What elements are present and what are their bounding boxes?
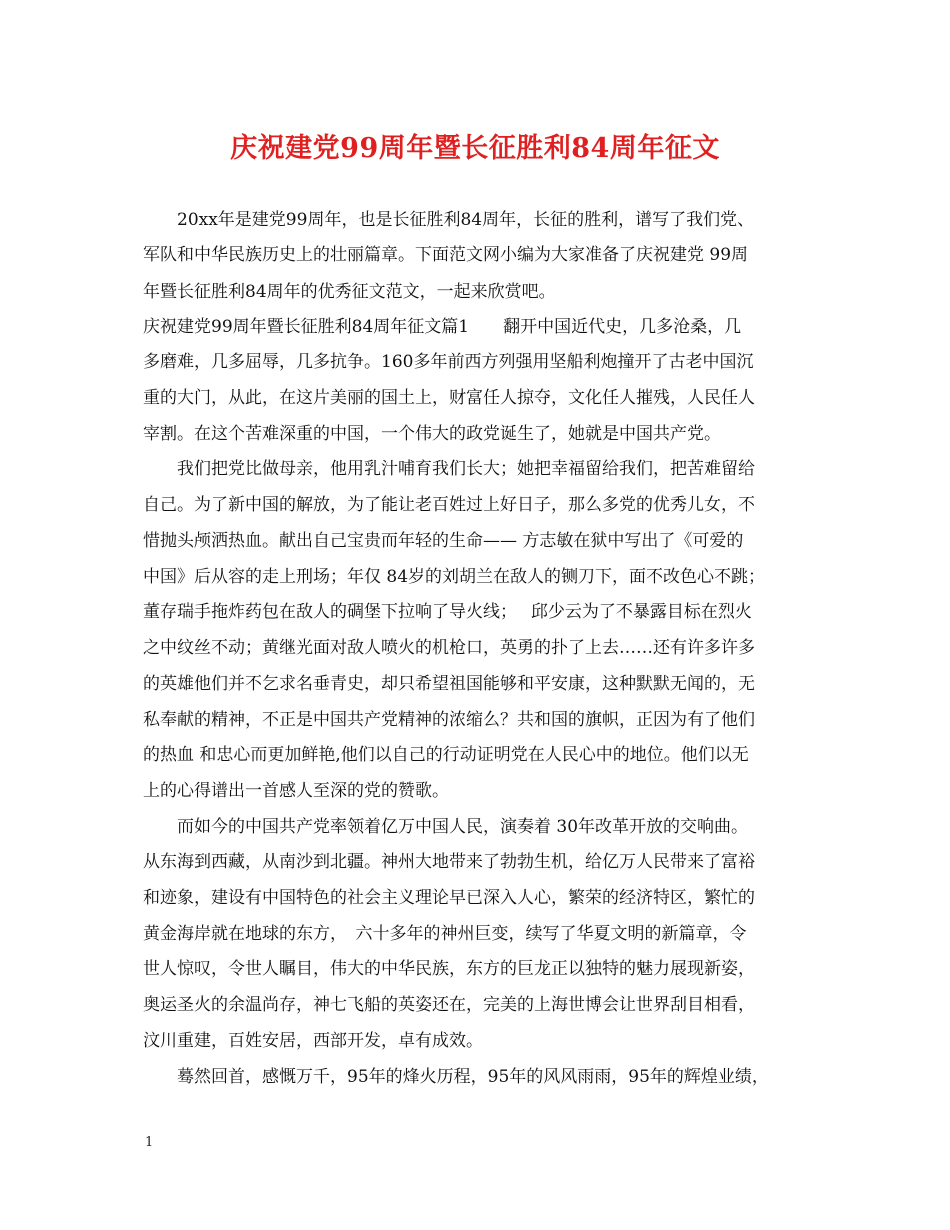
body-line: 的热血 和忠心而更加鲜艳,他们以自己的行动证明党在人民心中的地位。他们以无 (143, 745, 749, 765)
body-line: 庆祝建党99周年暨长征胜利84周年征文篇1 翻开中国近代史，几多沧桑，几 (143, 317, 742, 337)
body-line: 上的心得谱出一首感人至深的党的赞歌。 (143, 781, 449, 801)
body-line: 汶川重建，百姓安居，西部开发，卓有成效。 (143, 1031, 483, 1051)
body-line: 军队和中华民族历史上的壮丽篇章。下面范文网小编为大家准备了庆祝建党 99周 (143, 245, 749, 265)
page-title: 庆祝建党99周年暨长征胜利84周年征文 (230, 133, 720, 164)
body-line: 自己。为了新中国的解放，为了能让老百姓过上好日子，那么多党的优秀儿女，不 (143, 495, 755, 515)
body-line: 私奉献的精神，不正是中国共产党精神的浓缩么？共和国的旗帜，正因为有了他们 (143, 710, 755, 730)
body-line: 世人惊叹，令世人瞩目，伟大的中华民族，东方的巨龙正以独特的魅力展现新姿， (143, 959, 755, 979)
body-line: 从东海到西藏，从南沙到北疆。神州大地带来了勃勃生机，给亿万人民带来了富裕 (143, 852, 755, 872)
body-line: 董存瑞手拖炸药包在敌人的碉堡下拉响了导火线； 邱少云为了不暴露目标在烈火 (143, 602, 752, 622)
body-line: 蓦然回首，感慨万千，95年的烽火历程，95年的风风雨雨，95年的辉煌业绩， (143, 1067, 769, 1087)
body-line: 我们把党比做母亲，他用乳汁哺育我们长大；她把幸福留给我们，把苦难留给 (143, 459, 755, 479)
body-line: 奥运圣火的余温尚存，神七飞船的英姿还在，完美的上海世博会让世界刮目相看， (143, 995, 755, 1015)
body-line: 宰割。在这个苦难深重的中国，一个伟大的政党诞生了，她就是中国共产党。 (143, 424, 721, 444)
body-line: 惜抛头颅洒热血。献出自己宝贵而年轻的生命—— 方志敏在狱中写出了《可爱的 (143, 531, 744, 551)
body-line: 年暨长征胜利84周年的优秀征文范文，一起来欣赏吧。 (143, 282, 556, 302)
page-number: 1 (145, 1135, 154, 1150)
body-line: 中国》后从容的走上刑场；年仅 84岁的刘胡兰在敌人的铡刀下，面不改色心不跳； (143, 567, 766, 587)
body-line: 的英雄他们并不乞求名垂青史，却只希望祖国能够和平安康，这种默默无闻的，无 (143, 674, 755, 694)
body-line: 和迹象，建设有中国特色的社会主义理论早已深入人心，繁荣的经济特区，繁忙的 (143, 888, 755, 908)
body-line: 重的大门，从此，在这片美丽的国土上，财富任人掠夺，文化任人摧残，人民任人 (143, 388, 755, 408)
body-line: 黄金海岸就在地球的东方， 六十多年的神州巨变，续写了华夏文明的新篇章，令 (143, 924, 747, 944)
body-line: 多磨难，几多屈辱，几多抗争。160多年前西方列强用坚船利炮撞开了古老中国沉 (143, 352, 754, 372)
body-line: 20xx年是建党99周年，也是长征胜利84周年，长征的胜利，谱写了我们党、 (143, 210, 755, 230)
body-line: 而如今的中国共产党率领着亿万中国人民，演奏着 30年改革开放的交响曲。 (143, 817, 749, 837)
body-line: 之中纹丝不动；黄继光面对敌人喷火的机枪口，英勇的扑了上去……还有许多许多 (143, 638, 755, 658)
